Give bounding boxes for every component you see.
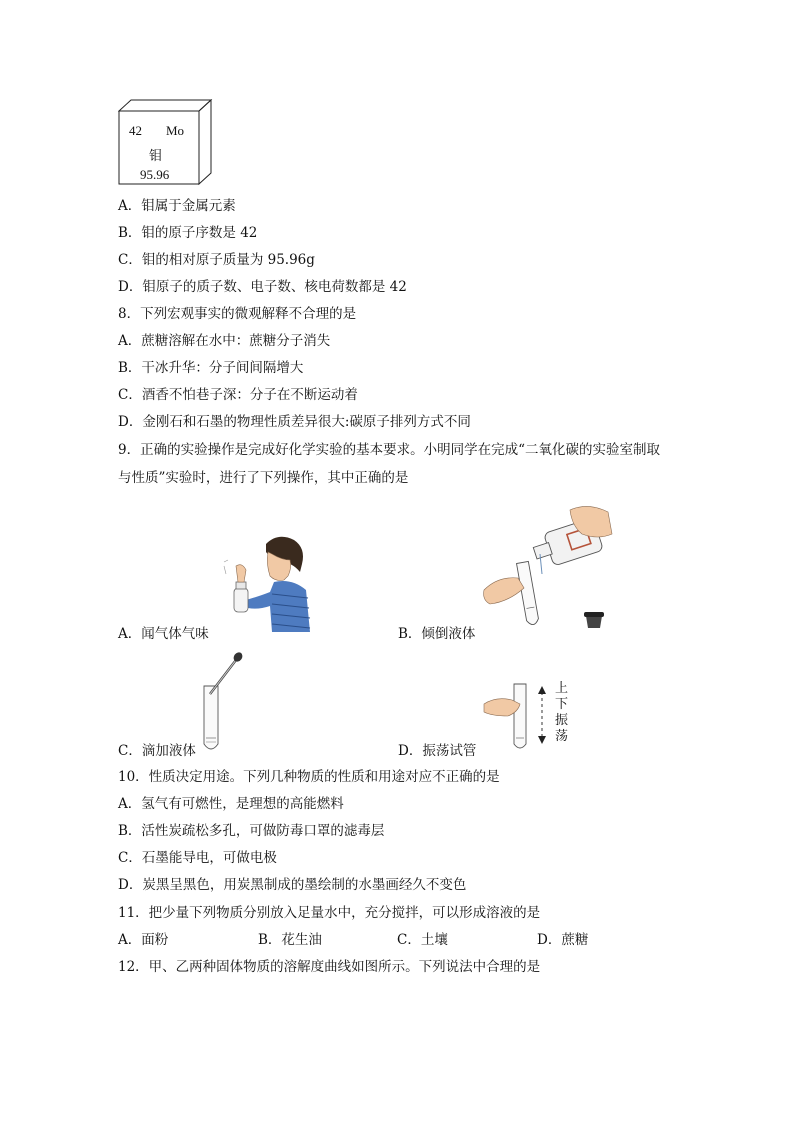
element-name: 钼 [149,148,163,163]
q10-stem: 10．性质决定用途。下列几种物质的性质和用途对应不正确的是 [118,769,500,785]
q9-stem-line1: 9．正确的实验操作是完成好化学实验的基本要求。小明同学在完成“二氧化碳的实验室制取 [118,442,660,458]
element-symbol: Mo [166,123,185,138]
q10-option-d: D．炭黑呈黑色，用炭黑制成的墨绘制的水墨画经久不变色 [118,877,467,893]
q12-stem: 12．甲、乙两种固体物质的溶解度曲线如图所示。下列说法中合理的是 [118,959,541,975]
q9-option-c: C．滴加液体 [118,743,196,759]
q11-option-c: C．土壤 [397,932,448,948]
element-card [118,99,212,185]
q11-stem: 11．把少量下列物质分别放入足量水中，充分搅拌，可以形成溶液的是 [118,905,541,921]
q8-stem: 8．下列宏观事实的微观解释不合理的是 [118,306,357,322]
q8-option-a: A．蔗糖溶解在水中：蔗糖分子消失 [118,333,331,349]
shake-label-1: 上 [555,681,569,696]
shake-label-2: 下 [555,697,569,712]
pour-liquid-illustration [478,504,618,636]
q7-option-a: A．钼属于金属元素 [118,198,236,214]
q10-option-a: A．氢气有可燃性，是理想的高能燃料 [118,796,344,812]
shake-tube-illustration [482,682,552,752]
q11-option-d: D．蔗糖 [537,932,589,948]
q8-option-d: D．金刚石和石墨的物理性质差异很大:碳原子排列方式不同 [118,414,471,430]
q9-option-b: B．倾倒液体 [398,626,476,642]
q8-option-b: B．干冰升华：分子间间隔增大 [118,360,304,376]
smell-gas-illustration [222,532,314,634]
q10-option-b: B．活性炭疏松多孔，可做防毒口罩的滤毒层 [118,823,385,839]
atomic-number: 42 [129,123,142,138]
q7-option-d: D．钼原子的质子数、电子数、核电荷数都是 42 [118,279,407,295]
q11-option-a: A．面粉 [118,932,169,948]
q7-option-c: C．钼的相对原子质量为 95.96g [118,252,315,268]
shake-label-3: 振 [555,713,569,728]
q7-option-b: B．钼的原子序数是 42 [118,225,258,241]
shake-label-4: 荡 [555,729,569,744]
drop-liquid-illustration [198,650,248,754]
q9-option-d: D．振荡试管 [398,743,477,759]
atomic-mass: 95.96 [140,167,170,182]
q8-option-c: C．酒香不怕巷子深：分子在不断运动着 [118,387,358,403]
q11-option-b: B．花生油 [258,932,322,948]
q9-option-a: A．闻气体气味 [118,626,209,642]
q9-stem-line2: 与性质”实验时，进行了下列操作，其中正确的是 [118,470,409,486]
q10-option-c: C．石墨能导电，可做电极 [118,850,277,866]
